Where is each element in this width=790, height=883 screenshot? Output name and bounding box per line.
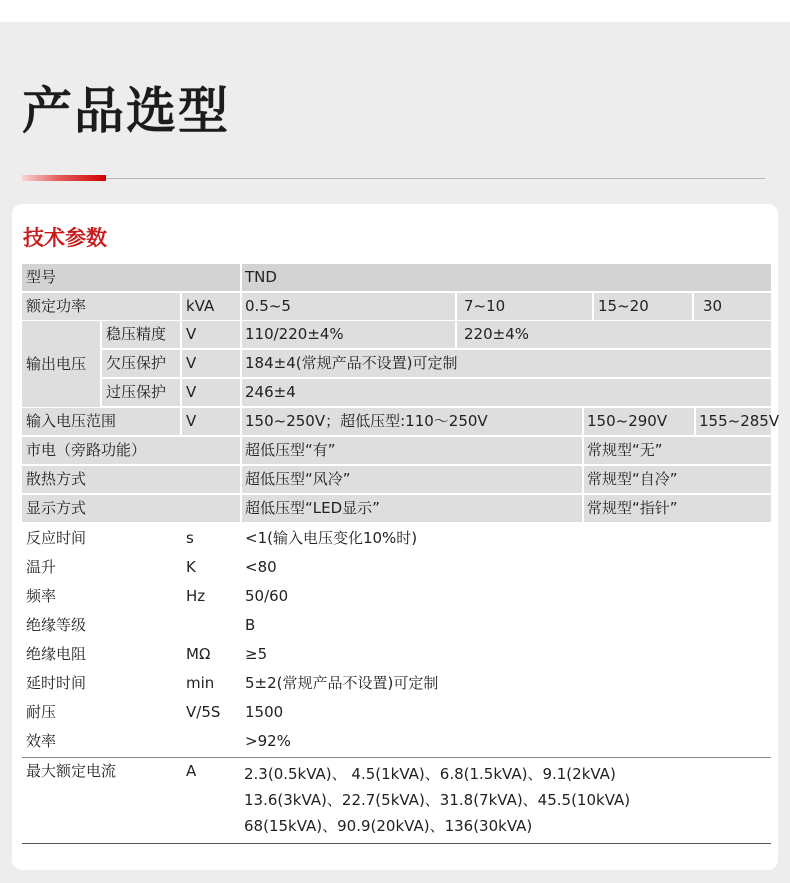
row-value: B: [245, 616, 256, 634]
row-value: >92%: [245, 732, 291, 750]
display-value-2: 常规型“指针”: [584, 495, 771, 522]
row-value: <1(输入电压变化10%时): [245, 529, 418, 547]
table-row-bypass: [22, 437, 771, 464]
row-label: 温升: [26, 558, 57, 576]
over-label: 过压保护: [102, 379, 180, 406]
bypass-label: 市电（旁路功能）: [22, 437, 240, 464]
title-divider: [22, 178, 765, 179]
table-row: [22, 641, 771, 668]
table-row-power: [22, 293, 771, 320]
table-bottom-rule: [22, 843, 771, 844]
table-row-accuracy: [22, 321, 771, 348]
row-unit: min: [186, 674, 215, 692]
max-current-line-3: 68(15kVA)、90.9(20kVA)、136(30kVA): [244, 817, 533, 835]
max-current-line-2: 13.6(3kVA)、22.7(5kVA)、31.8(7kVA)、45.5(10kVA): [244, 791, 631, 809]
power-unit: kVA: [182, 293, 240, 320]
title-accent-bar: [22, 175, 106, 181]
max-current-label: 最大额定电流: [26, 762, 117, 780]
power-value-1: 0.5~5: [242, 293, 455, 320]
row-value: ≥5: [245, 645, 268, 663]
bypass-value-2: 常规型“无”: [584, 437, 771, 464]
max-current-unit: A: [186, 762, 197, 780]
cooling-value-1: 超低压型“风冷”: [242, 466, 582, 493]
accuracy-unit: V: [182, 321, 240, 348]
table-row: [22, 612, 771, 639]
table-row: [22, 583, 771, 610]
power-value-3: 15~20: [594, 293, 692, 320]
input-range-value-2: 150~290V: [584, 408, 694, 435]
power-value-2: 7~10: [457, 293, 592, 320]
input-range-value-3: 155~285V: [696, 408, 771, 435]
input-range-value-1: 150~250V；超低压型:110～250V: [242, 408, 582, 435]
table-row-cooling: [22, 466, 771, 493]
page-title: 产品选型: [22, 82, 230, 140]
row-unit: MΩ: [186, 645, 211, 663]
row-value: 1500: [245, 703, 284, 721]
bypass-value-1: 超低压型“有”: [242, 437, 582, 464]
display-value-1: 超低压型“LED显示”: [242, 495, 582, 522]
row-value: 50/60: [245, 587, 289, 605]
row-label: 反应时间: [26, 529, 87, 547]
row-unit: V/5S: [186, 703, 221, 721]
table-row: [22, 728, 771, 755]
table-row: [22, 525, 771, 552]
row-unit: [182, 612, 240, 639]
table-row-display: [22, 495, 771, 522]
under-value: 184±4(常规产品不设置)可定制: [242, 350, 771, 377]
table-row-over: [22, 379, 771, 406]
model-label: 型号: [22, 264, 240, 291]
under-unit: V: [182, 350, 240, 377]
power-value-4: 30: [694, 293, 771, 320]
row-unit: K: [186, 558, 196, 576]
accuracy-value-1: 110/220±4%: [242, 321, 455, 348]
section-title: 技术参数: [23, 226, 107, 250]
table-row-under: [22, 350, 771, 377]
input-range-label: 输入电压范围: [22, 408, 180, 435]
input-range-unit: V: [182, 408, 240, 435]
cooling-label: 散热方式: [22, 466, 240, 493]
accuracy-label: 稳压精度: [102, 321, 180, 348]
row-label: 延时时间: [26, 674, 87, 692]
row-unit: s: [186, 529, 194, 547]
table-row-model: [22, 264, 771, 291]
under-label: 欠压保护: [102, 350, 180, 377]
display-label: 显示方式: [22, 495, 240, 522]
model-value: TND: [242, 264, 771, 291]
cooling-value-2: 常规型“自冷”: [584, 466, 771, 493]
row-unit: Hz: [186, 587, 206, 605]
table-row: [22, 670, 771, 697]
top-band: [0, 0, 790, 22]
max-current-line-1: 2.3(0.5kVA)、 4.5(1kVA)、6.8(1.5kVA)、9.1(2kVA): [244, 765, 616, 783]
output-voltage-label: 输出电压: [22, 321, 100, 407]
row-label: 绝缘等级: [26, 616, 87, 634]
over-unit: V: [182, 379, 240, 406]
row-label: 频率: [26, 587, 57, 605]
row-label: 耐压: [26, 703, 57, 721]
table-row: [22, 699, 771, 726]
over-value: 246±4: [242, 379, 771, 406]
row-value: 5±2(常规产品不设置)可定制: [245, 674, 439, 692]
row-label: 效率: [26, 732, 57, 750]
row-label: 绝缘电阻: [26, 645, 87, 663]
table-row-input-range: [22, 408, 780, 435]
accuracy-value-2: 220±4%: [457, 321, 771, 348]
table-row: [22, 554, 771, 581]
power-label: 额定功率: [22, 293, 180, 320]
row-unit: [182, 728, 240, 755]
row-value: <80: [245, 558, 277, 576]
